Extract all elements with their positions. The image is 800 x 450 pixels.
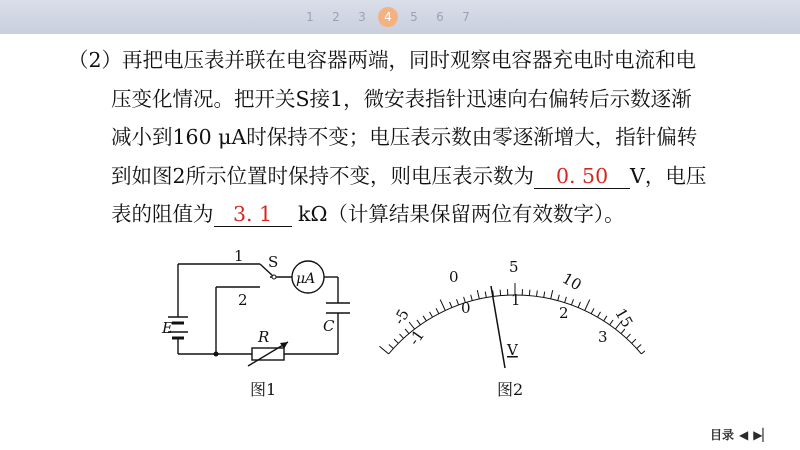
- question-line-3: 减小到160 μA时保持不变；电压表示数由零逐渐增大，指针偏转: [111, 125, 698, 149]
- dial-tick: [544, 292, 545, 298]
- dial-tick: [571, 299, 573, 305]
- question-line-1: （2）再把电压表并联在电容器两端，同时观察电容器充电时电流和电: [68, 48, 697, 72]
- dial-tick: [604, 316, 607, 321]
- inner-label-3: 3: [598, 328, 608, 346]
- dial-tick: [610, 320, 614, 325]
- figure-1-caption: 图1: [250, 380, 277, 399]
- dial-tick: [450, 302, 452, 308]
- dial-tick: [591, 308, 594, 313]
- dial-tick: [500, 290, 501, 296]
- figure-2-caption: 图2: [497, 380, 524, 399]
- line-4-text: 到如图2所示位置时保持不变，则电压表示数为: [111, 163, 535, 188]
- circuit-diagram: [160, 250, 360, 400]
- toc-button[interactable]: 目录: [710, 428, 735, 442]
- question-text: [68, 41, 768, 234]
- label-E: E: [162, 319, 173, 337]
- outer-label-15: 15: [611, 305, 637, 331]
- label-2: 2: [238, 291, 248, 309]
- dial-tick: [436, 308, 439, 313]
- outer-label-10: 10: [559, 269, 585, 295]
- dial-tick: [598, 312, 601, 317]
- question-line-4: [68, 157, 768, 196]
- answer-blank-resistance: [214, 202, 292, 227]
- line-4-tail: V，电压: [630, 163, 707, 188]
- dial-tick: [457, 299, 459, 305]
- dial-tick: [551, 290, 553, 299]
- dial-tick: [417, 320, 421, 325]
- outer-label-5: 5: [509, 258, 519, 276]
- voltmeter-dial: [375, 250, 645, 400]
- answer-blank-voltage: [534, 164, 630, 189]
- dial-tick: [632, 339, 636, 343]
- answer-voltage: 0. 50: [555, 163, 609, 188]
- label-C: C: [323, 317, 335, 335]
- dial-tick: [627, 334, 631, 338]
- dial-tick: [379, 346, 388, 354]
- label-S: S: [268, 253, 279, 271]
- inner-label-0: 0: [461, 299, 471, 317]
- outer-label-0: 0: [449, 268, 459, 286]
- label-R: R: [258, 328, 270, 346]
- dial-tick: [485, 292, 486, 298]
- inner-label-neg1: -1: [405, 326, 429, 349]
- page-2-button[interactable]: 2: [332, 10, 340, 24]
- page-7-button[interactable]: 7: [462, 10, 470, 24]
- inner-label-2: 2: [559, 304, 569, 322]
- answer-resistance: 3. 1: [232, 202, 273, 226]
- label-1: 1: [234, 250, 244, 265]
- page-1-button[interactable]: 1: [306, 10, 314, 24]
- dial-tick: [537, 291, 538, 297]
- inner-label-1: 1: [511, 291, 521, 309]
- label-microammeter: μA: [296, 271, 316, 287]
- dial-tick: [430, 312, 433, 317]
- prev-icon[interactable]: ◀: [739, 427, 749, 442]
- page-4-button[interactable]: 4: [378, 7, 398, 27]
- page-3-button[interactable]: 3: [358, 10, 366, 24]
- next-icon[interactable]: ▶▏: [753, 427, 772, 442]
- line-5-tail: kΩ（计算结果保留两位有效数字）。: [291, 202, 625, 226]
- unit-label-V: V: [507, 341, 518, 359]
- dial-tick: [389, 345, 393, 349]
- dial-tick: [471, 295, 473, 301]
- dial-tick: [394, 339, 398, 343]
- dial-needle: [491, 286, 505, 368]
- slide-navigation: [710, 426, 772, 443]
- top-bar: [0, 0, 800, 34]
- page-6-button[interactable]: 6: [436, 10, 444, 24]
- dial-tick: [578, 302, 580, 308]
- dial-tick: [477, 290, 479, 299]
- dial-tick: [558, 295, 560, 301]
- page-5-button[interactable]: 5: [410, 10, 418, 24]
- outer-label-neg5: -5: [389, 306, 413, 328]
- dial-tick: [585, 300, 590, 311]
- question-line-2: 压变化情况。把开关S接1，微安表指针迅速向右偏转后示数逐渐: [111, 86, 692, 111]
- dial-tick: [400, 334, 404, 338]
- question-line-5: [68, 195, 768, 234]
- line-5-text: 表的阻值为: [111, 202, 214, 226]
- dial-tick: [641, 346, 645, 354]
- page-navigator: [300, 7, 476, 27]
- dial-tick: [423, 316, 426, 321]
- dial-tick: [565, 297, 567, 303]
- dial-tick: [440, 300, 445, 311]
- dial-tick: [529, 290, 530, 296]
- dial-tick: [637, 345, 641, 349]
